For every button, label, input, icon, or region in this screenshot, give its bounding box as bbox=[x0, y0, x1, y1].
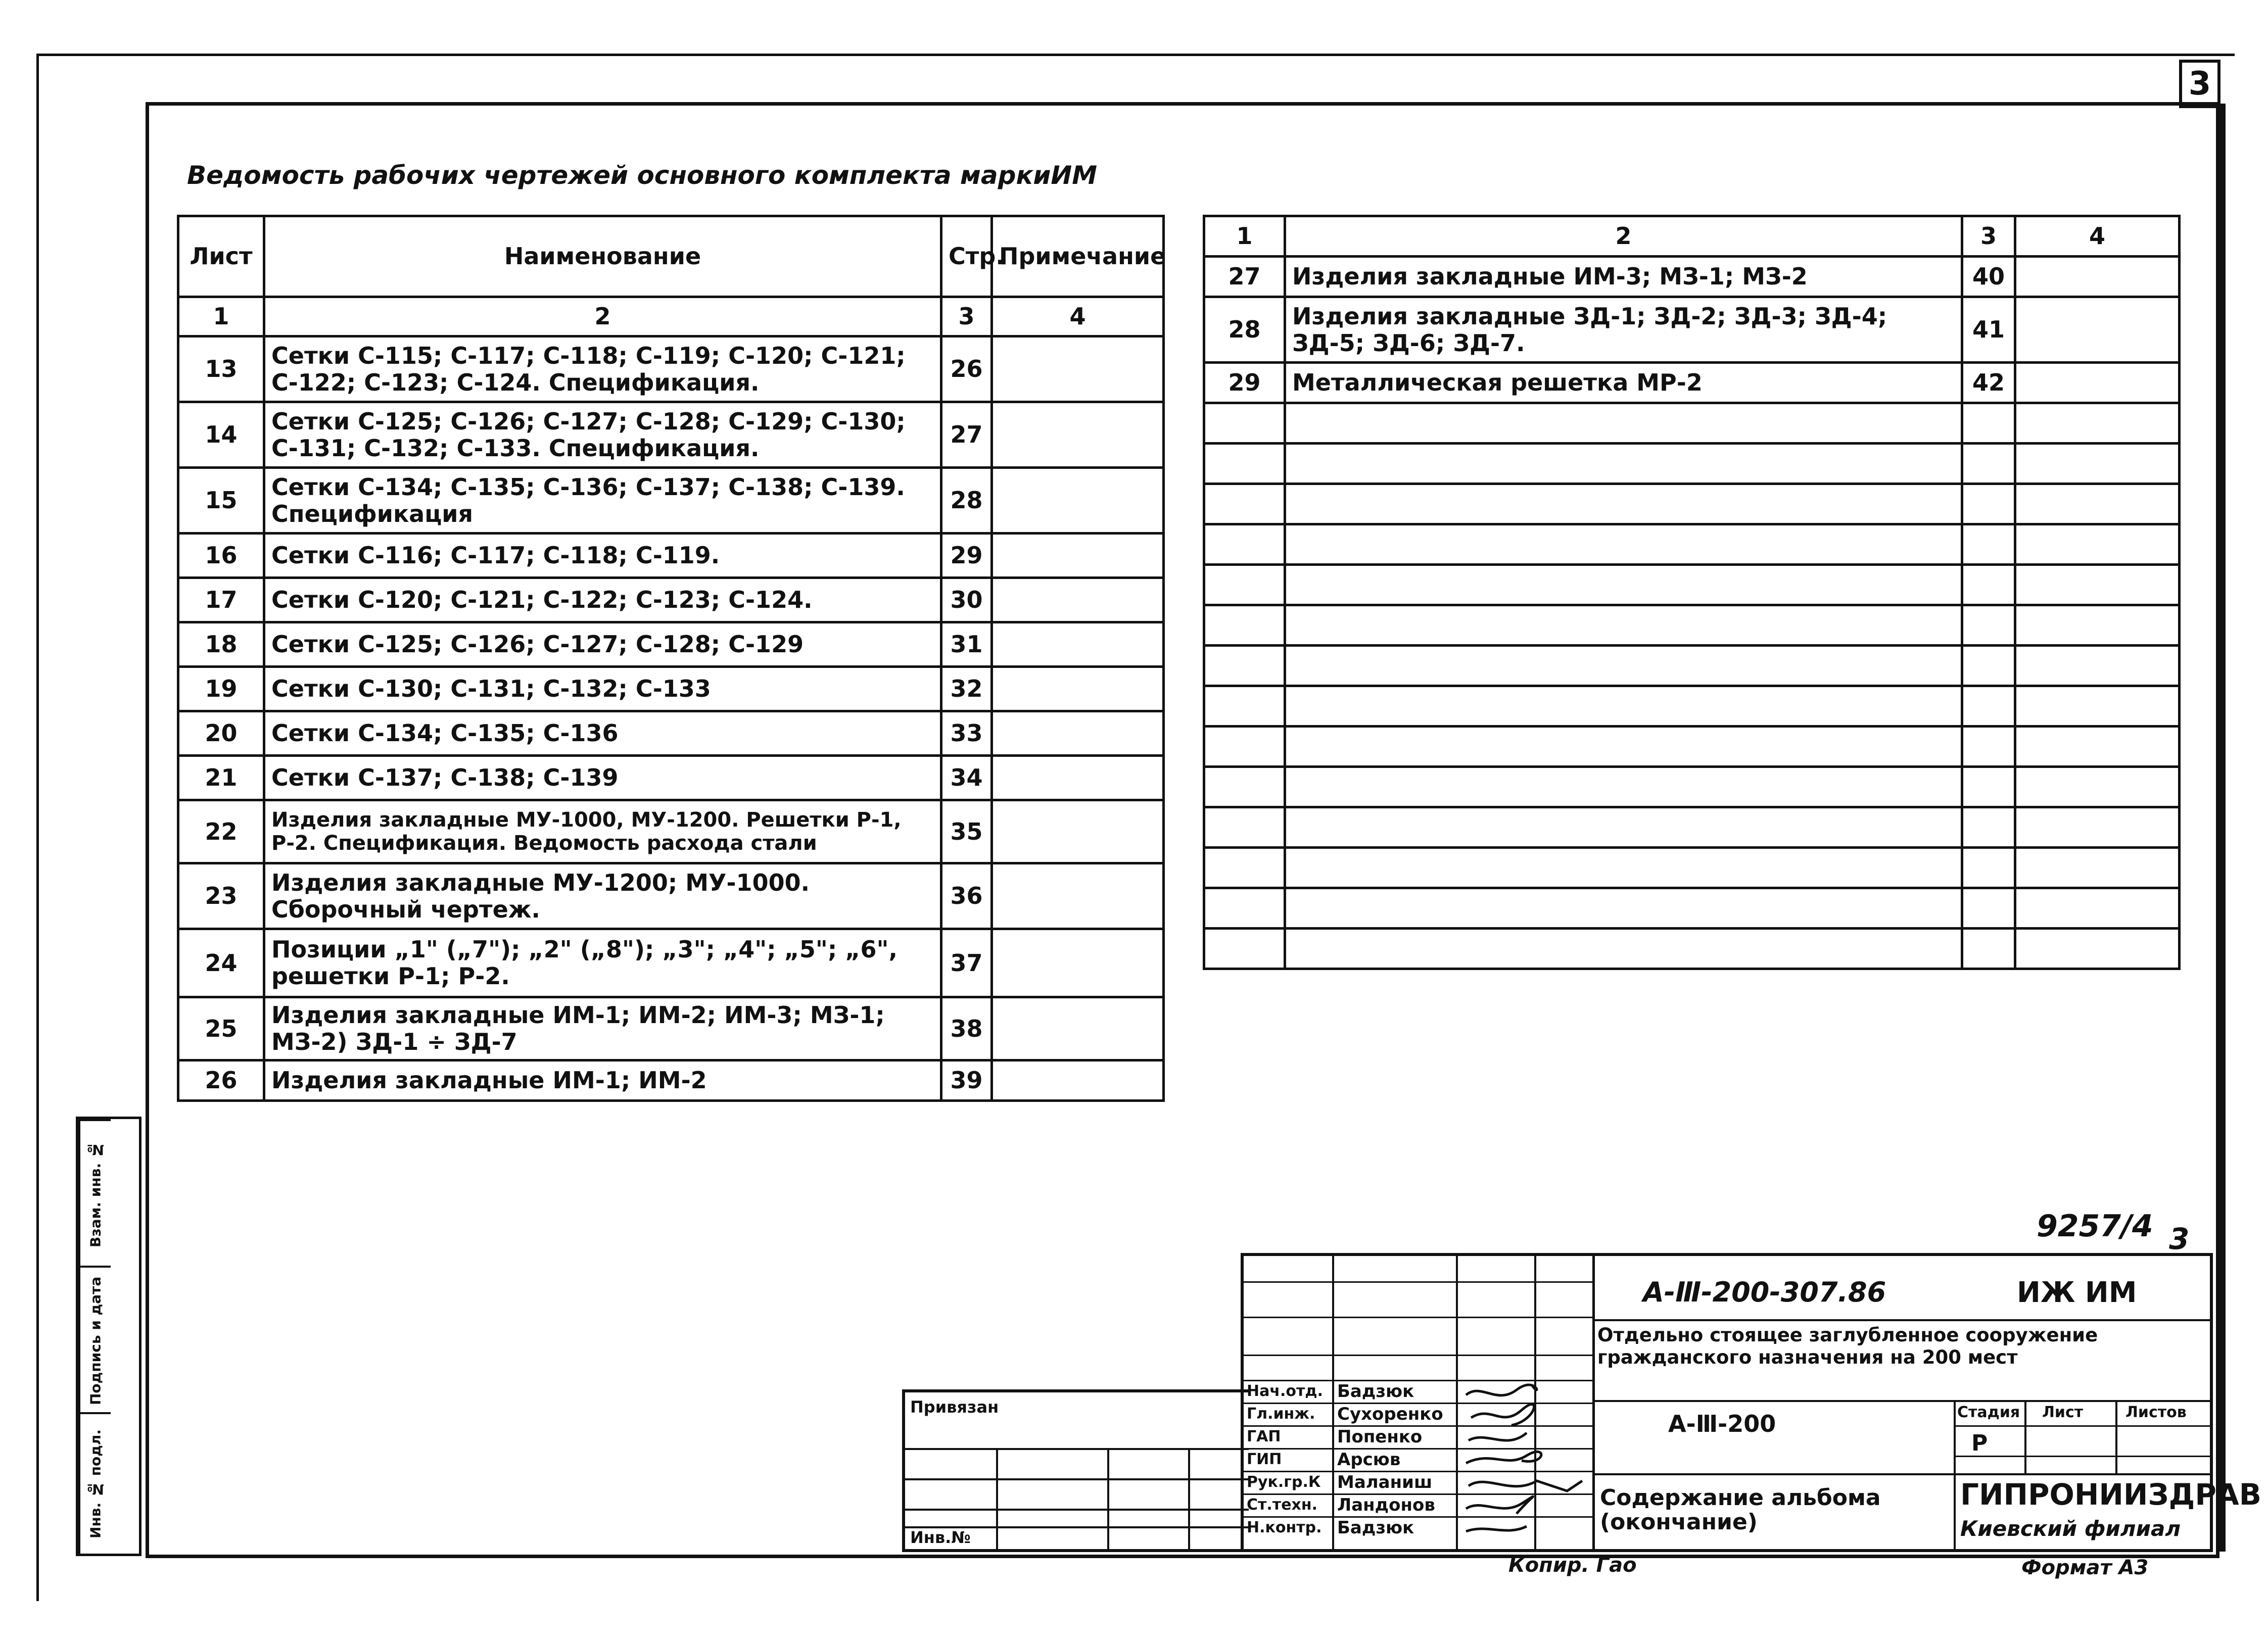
document-marks: ИЖ ИМ bbox=[2017, 1276, 2137, 1309]
row-sheet: 26 bbox=[178, 1060, 264, 1101]
col-number: 1 bbox=[1204, 216, 1285, 257]
table-row bbox=[1204, 363, 2180, 403]
row-name: Изделия закладные ИМ-1; ИМ-2 bbox=[264, 1060, 941, 1101]
row-name: Изделия закладные МУ-1000, МУ-1200. Решетки Р-1, Р-2. Спецификация. Ведомость расхода стали bbox=[264, 800, 941, 863]
table-row bbox=[178, 578, 1164, 622]
row-page: 32 bbox=[941, 667, 992, 711]
row-page: 31 bbox=[941, 622, 992, 667]
row-sheet: 17 bbox=[178, 578, 264, 622]
stage-value: Р bbox=[1971, 1430, 1988, 1456]
format-note: Формат А3 bbox=[2021, 1556, 2149, 1579]
row-page: 38 bbox=[941, 997, 992, 1060]
row-sheet: 19 bbox=[178, 667, 264, 711]
role-label: Нач.отд. bbox=[1247, 1382, 1323, 1400]
album-page: 3 bbox=[2169, 1222, 2190, 1256]
sheet-header: Лист bbox=[2042, 1404, 2084, 1421]
table-row bbox=[1204, 297, 2180, 363]
row-page: 36 bbox=[941, 863, 992, 929]
copied-by-note: Копир. Гао bbox=[1508, 1554, 1637, 1577]
empty-row bbox=[1204, 888, 2180, 929]
empty-row bbox=[1204, 484, 2180, 524]
row-page: 39 bbox=[941, 1060, 992, 1101]
row-sheet: 16 bbox=[178, 534, 264, 578]
row-page: 34 bbox=[941, 756, 992, 800]
row-page: 40 bbox=[1962, 257, 2015, 297]
row-note bbox=[992, 929, 1164, 997]
sheets-header: Листов bbox=[2125, 1404, 2187, 1421]
row-note bbox=[992, 863, 1164, 929]
table-row bbox=[178, 468, 1164, 534]
empty-row bbox=[1204, 403, 2180, 444]
row-sheet: 22 bbox=[178, 800, 264, 863]
organization-branch: Киевский филиал bbox=[1960, 1516, 2181, 1541]
row-sheet: 29 bbox=[1204, 363, 1285, 403]
row-page: 30 bbox=[941, 578, 992, 622]
row-name: Сетки С-125; С-126; С-127; С-128; С-129 bbox=[264, 622, 941, 667]
role-label: ГИП bbox=[1247, 1451, 1282, 1468]
col-number: 3 bbox=[941, 297, 992, 336]
person-name: Арсюв bbox=[1337, 1450, 1401, 1470]
column-number-row bbox=[178, 297, 1164, 336]
row-sheet: 25 bbox=[178, 997, 264, 1060]
empty-row bbox=[1204, 767, 2180, 807]
row-note bbox=[992, 622, 1164, 667]
sidebar-label: Инв. № подл. bbox=[78, 1412, 111, 1554]
row-note bbox=[992, 578, 1164, 622]
table-row bbox=[178, 711, 1164, 756]
row-name: Изделия закладные ИМ-1; ИМ-2; ИМ-3; МЗ-1; МЗ-2) ЗД-1 ÷ ЗД-7 bbox=[264, 997, 941, 1060]
header-sheet: Лист bbox=[178, 216, 264, 297]
row-note bbox=[2015, 363, 2180, 403]
col-number: 2 bbox=[264, 297, 941, 336]
signatures-graphic bbox=[1461, 1380, 1587, 1541]
empty-row bbox=[1204, 605, 2180, 646]
person-name: Ландонов bbox=[1337, 1495, 1435, 1515]
drawings-list-table-left bbox=[177, 215, 1165, 1102]
content-title: Содержание альбома (окончание) bbox=[1600, 1485, 1881, 1535]
row-page: 33 bbox=[941, 711, 992, 756]
row-page: 41 bbox=[1962, 297, 2015, 363]
stage-header: Стадия bbox=[1957, 1404, 2020, 1421]
table-header-row bbox=[178, 216, 1164, 297]
row-sheet: 27 bbox=[1204, 257, 1285, 297]
row-sheet: 28 bbox=[1204, 297, 1285, 363]
person-name: Бадзюк bbox=[1337, 1381, 1414, 1402]
empty-row bbox=[1204, 524, 2180, 565]
row-note bbox=[2015, 257, 2180, 297]
row-note bbox=[992, 336, 1164, 402]
empty-row bbox=[1204, 848, 2180, 888]
header-page: Стр. bbox=[941, 216, 992, 297]
person-name: Сухоренко bbox=[1337, 1404, 1443, 1424]
empty-row bbox=[1204, 444, 2180, 484]
row-name: Металлическая решетка МР-2 bbox=[1285, 363, 1962, 403]
person-name: Маланиш bbox=[1337, 1472, 1433, 1492]
row-sheet: 21 bbox=[178, 756, 264, 800]
table-row bbox=[178, 402, 1164, 468]
empty-row bbox=[1204, 929, 2180, 969]
row-note bbox=[992, 800, 1164, 863]
row-page: 29 bbox=[941, 534, 992, 578]
table-row bbox=[178, 534, 1164, 578]
role-label: Гл.инж. bbox=[1247, 1405, 1315, 1423]
sheet-number: 3 bbox=[2179, 60, 2220, 108]
page-title: Ведомость рабочих чертежей основного комплекта маркиИМ bbox=[187, 161, 1098, 190]
empty-row bbox=[1204, 807, 2180, 848]
col-number: 3 bbox=[1962, 216, 2015, 257]
row-name: Сетки С-134; С-135; С-136; С-137; С-138; С-139. Спецификация bbox=[264, 468, 941, 534]
binding-label: Привязан bbox=[910, 1397, 999, 1417]
album-code: 9257/4 bbox=[2037, 1209, 2153, 1244]
row-name: Сетки С-115; С-117; С-118; С-119; С-120; С-121; С-122; С-123; С-124. Спецификация. bbox=[264, 336, 941, 402]
role-label: Рук.гр.К bbox=[1247, 1473, 1321, 1491]
row-page: 27 bbox=[941, 402, 992, 468]
row-sheet: 24 bbox=[178, 929, 264, 997]
person-name: Попенко bbox=[1337, 1427, 1423, 1447]
col-number: 2 bbox=[1285, 216, 1962, 257]
header-name: Наименование bbox=[264, 216, 941, 297]
row-name: Позиции „1" („7"); „2" („8"); „3"; „4"; „5"; „6", решетки Р-1; Р-2. bbox=[264, 929, 941, 997]
column-number-row bbox=[1204, 216, 2180, 257]
table-row bbox=[178, 863, 1164, 929]
table-row bbox=[178, 800, 1164, 863]
object-title: Отдельно стоящее заглубленное сооружение гражданского назначения на 200 мест bbox=[1597, 1324, 2098, 1369]
col-number: 4 bbox=[2015, 216, 2180, 257]
table-row bbox=[178, 929, 1164, 997]
row-note bbox=[2015, 297, 2180, 363]
sidebar-label: Подпись и дата bbox=[78, 1266, 111, 1414]
sidebar-label: Взам. инв. № bbox=[78, 1119, 111, 1268]
empty-row bbox=[1204, 686, 2180, 727]
row-note bbox=[992, 534, 1164, 578]
header-note: Примечание bbox=[992, 216, 1164, 297]
person-name: Бадзюк bbox=[1337, 1518, 1414, 1538]
left-sidebar-stamp bbox=[76, 1117, 141, 1556]
section-code: А-Ⅲ-200 bbox=[1668, 1410, 1776, 1437]
row-name: Сетки С-116; С-117; С-118; С-119. bbox=[264, 534, 941, 578]
row-sheet: 20 bbox=[178, 711, 264, 756]
table-row bbox=[178, 756, 1164, 800]
row-page: 26 bbox=[941, 336, 992, 402]
row-sheet: 13 bbox=[178, 336, 264, 402]
drawings-list-table-right bbox=[1203, 215, 2181, 970]
row-name: Сетки С-130; С-131; С-132; С-133 bbox=[264, 667, 941, 711]
frame-rule bbox=[2219, 104, 2226, 1552]
inventory-number-label: Инв.№ bbox=[910, 1528, 971, 1547]
row-name: Сетки С-137; С-138; С-139 bbox=[264, 756, 941, 800]
row-page: 37 bbox=[941, 929, 992, 997]
row-page: 35 bbox=[941, 800, 992, 863]
table-row bbox=[178, 997, 1164, 1060]
col-number: 4 bbox=[992, 297, 1164, 336]
table-row bbox=[178, 622, 1164, 667]
role-label: Ст.техн. bbox=[1247, 1496, 1318, 1514]
table-row bbox=[178, 667, 1164, 711]
role-label: Н.контр. bbox=[1247, 1519, 1322, 1536]
row-page: 42 bbox=[1962, 363, 2015, 403]
row-note bbox=[992, 468, 1164, 534]
row-name: Сетки С-134; С-135; С-136 bbox=[264, 711, 941, 756]
row-note bbox=[992, 1060, 1164, 1101]
row-note bbox=[992, 756, 1164, 800]
row-sheet: 14 bbox=[178, 402, 264, 468]
col-number: 1 bbox=[178, 297, 264, 336]
row-note bbox=[992, 402, 1164, 468]
row-note bbox=[992, 997, 1164, 1060]
table-row bbox=[1204, 257, 2180, 297]
empty-row bbox=[1204, 646, 2180, 686]
table-row bbox=[178, 336, 1164, 402]
row-page: 28 bbox=[941, 468, 992, 534]
table-row bbox=[178, 1060, 1164, 1101]
row-name: Изделия закладные ИМ-3; МЗ-1; МЗ-2 bbox=[1285, 257, 1962, 297]
title-block bbox=[1241, 1253, 2261, 1552]
empty-row bbox=[1204, 565, 2180, 605]
row-name: Изделия закладные МУ-1200; МУ-1000. Сборочный чертеж. bbox=[264, 863, 941, 929]
row-sheet: 23 bbox=[178, 863, 264, 929]
document-designation: А-Ⅲ-200-307.86 bbox=[1643, 1276, 1886, 1308]
organization-name: ГИПРОНИИЗДРАВ bbox=[1960, 1477, 2261, 1512]
binding-block bbox=[902, 1389, 1249, 1552]
row-name: Сетки С-125; С-126; С-127; С-128; С-129; С-130; С-131; С-132; С-133. Спецификация. bbox=[264, 402, 941, 468]
row-name: Изделия закладные ЗД-1; ЗД-2; ЗД-3; ЗД-4; ЗД-5; ЗД-6; ЗД-7. bbox=[1285, 297, 1962, 363]
row-sheet: 15 bbox=[178, 468, 264, 534]
empty-row bbox=[1204, 727, 2180, 767]
row-sheet: 18 bbox=[178, 622, 264, 667]
role-label: ГАП bbox=[1247, 1428, 1281, 1445]
row-note bbox=[992, 667, 1164, 711]
row-name: Сетки С-120; С-121; С-122; С-123; С-124. bbox=[264, 578, 941, 622]
row-note bbox=[992, 711, 1164, 756]
